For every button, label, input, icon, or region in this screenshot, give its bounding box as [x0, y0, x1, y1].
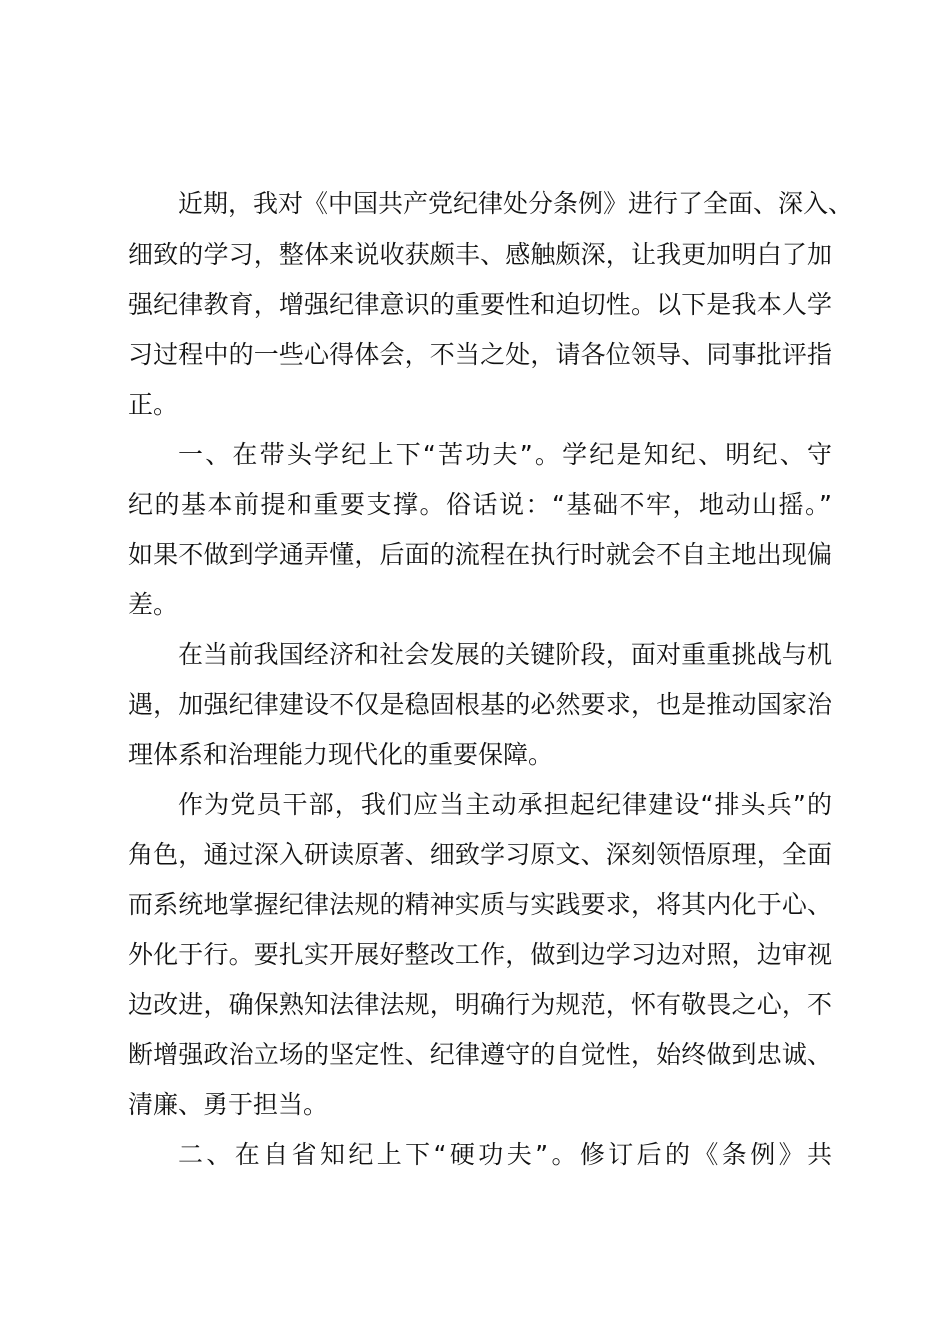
text-line: 强纪律教育，增强纪律意识的重要性和迫切性。以下是我本人学 — [128, 290, 832, 319]
text-line: 正。 — [128, 390, 179, 419]
section-heading-line: 二、在自省知纪上下“硬功夫”。修订后的《条例》共 — [178, 1140, 832, 1169]
text-line: 断增强政治立场的坚定性、纪律遵守的自觉性，始终做到忠诚、 — [128, 1040, 832, 1069]
text-line: 理体系和治理能力现代化的重要保障。 — [128, 740, 554, 769]
text-line: 作为党员干部，我们应当主动承担起纪律建设“排头兵”的 — [178, 790, 832, 819]
text-line: 在当前我国经济和社会发展的关键阶段，面对重重挑战与机 — [178, 640, 832, 669]
text-line: 近期，我对《中国共产党纪律处分条例》进行了全面、深入、 — [178, 189, 854, 218]
text-line: 差。 — [128, 590, 179, 619]
section-heading-line: 一、在带头学纪上下“苦功夫”。学纪是知纪、明纪、守 — [178, 440, 832, 469]
text-line: 细致的学习，整体来说收获颇丰、感触颇深，让我更加明白了加 — [128, 240, 832, 269]
text-line: 遇，加强纪律建设不仅是稳固根基的必然要求，也是推动国家治 — [128, 690, 832, 719]
text-line: 外化于行。要扎实开展好整改工作，做到边学习边对照，边审视 — [128, 940, 832, 969]
text-line: 习过程中的一些心得体会，不当之处，请各位领导、同事批评指 — [128, 340, 832, 369]
text-line: 而系统地掌握纪律法规的精神实质与实践要求，将其内化于心、 — [128, 890, 832, 919]
text-line: 纪的基本前提和重要支撑。俗话说：“基础不牢，地动山摇。” — [128, 490, 832, 519]
text-line: 如果不做到学通弄懂，后面的流程在执行时就会不自主地出现偏 — [128, 540, 832, 569]
text-line: 边改进，确保熟知法律法规，明确行为规范，怀有敬畏之心，不 — [128, 990, 832, 1019]
text-line: 角色，通过深入研读原著、细致学习原文、深刻领悟原理，全面 — [128, 840, 832, 869]
text-line: 清廉、勇于担当。 — [128, 1090, 329, 1119]
